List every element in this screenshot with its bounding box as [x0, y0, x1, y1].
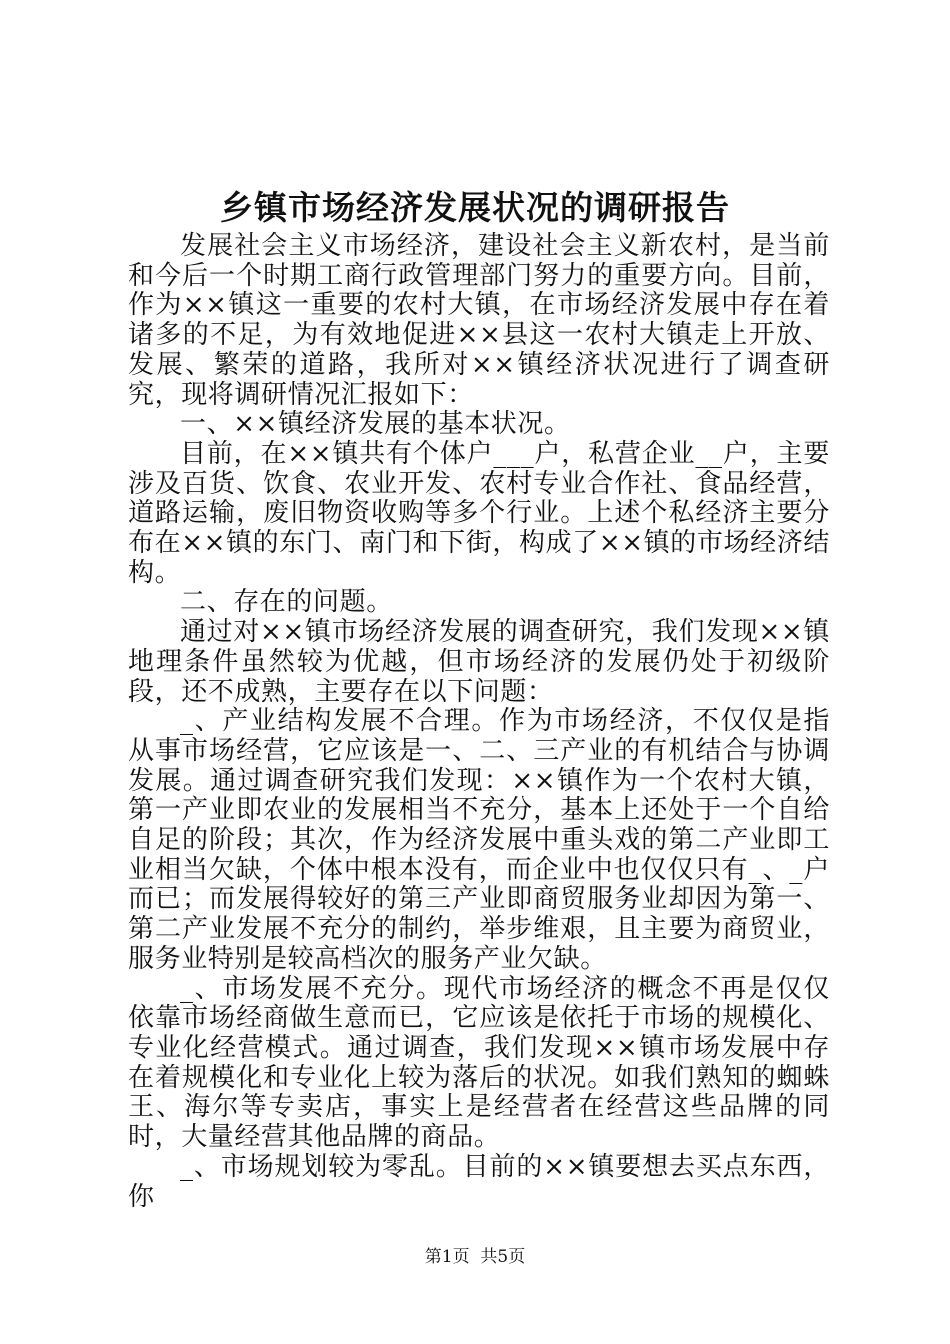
document-body	[128, 232, 830, 1212]
paragraph-market-planning: _、市场规划较为零乱。目前的××镇要想去买点东西，你	[128, 1151, 830, 1212]
paragraph-industry-structure: _、产业结构发展不合理。作为市场经济，不仅仅是指从事市场经营，它应该是一、二、三产业的有机结合与协调发展。通过调查研究我们发现：××镇作为一个农村大镇，第一产业即农业的发展相当不充分，基本上还处于一个自给自足的阶段；其次，作为经济发展中重头戏的第二产业即工业相当欠缺，个体中根本没有，而企业中也仅仅只有_、_户而已；而发展得较好的第三产业即商贸服务业却因为第一、第二产业发展不充分的制约，举步维艰，且主要为商贸业，服务业特别是较高档次的服务产业欠缺。	[128, 706, 830, 974]
section-heading-problems: 二、存在的问题。	[180, 587, 393, 618]
page-total: 共5页	[480, 1247, 526, 1267]
page-footer	[0, 1245, 950, 1269]
paragraph-market-development: _、市场发展不充分。现代市场经济的概念不再是仅仅依靠市场经商做生意而已，它应该是依托于市场的规模化、专业化经营模式。通过调查，我们发现××镇市场发展中存在着规模化和专业化上较为落后的状况。如我们熟知的蜘蛛王、海尔等专卖店，事实上是经营者在经营这些品牌的同时，大量经营其他品牌的商品。	[128, 973, 830, 1153]
paragraph-basic-status: 目前，在××镇共有个体户___户，私营企业__户，主要涉及百货、饮食、农业开发、农村专业合作社、食品经营，道路运输，废旧物资收购等多个行业。上述个私经济主要分布在××镇的东门、南门和下街，构成了××镇的市场经济结构。	[128, 438, 830, 588]
section-heading-basic-status: 一、××镇经济发展的基本状况。	[180, 409, 571, 440]
paragraph-intro: 发展社会主义市场经济，建设社会主义新农村，是当前和今后一个时期工商行政管理部门努力的重要方向。目前，作为××镇这一重要的农村大镇，在市场经济发展中存在着诸多的不足，为有效地促进××县这一农村大镇走上开放、发展、繁荣的道路，我所对××镇经济状况进行了调查研究，现将调研情况汇报如下：	[128, 231, 830, 410]
document-title: 乡镇市场经济发展状况的调研报告	[220, 188, 730, 227]
paragraph-problems-intro: 通过对××镇市场经济发展的调查研究，我们发现××镇地理条件虽然较为优越，但市场经济的发展仍处于初级阶段，还不成熟，主要存在以下问题：	[128, 617, 830, 707]
page-number: 第1页	[424, 1247, 470, 1267]
